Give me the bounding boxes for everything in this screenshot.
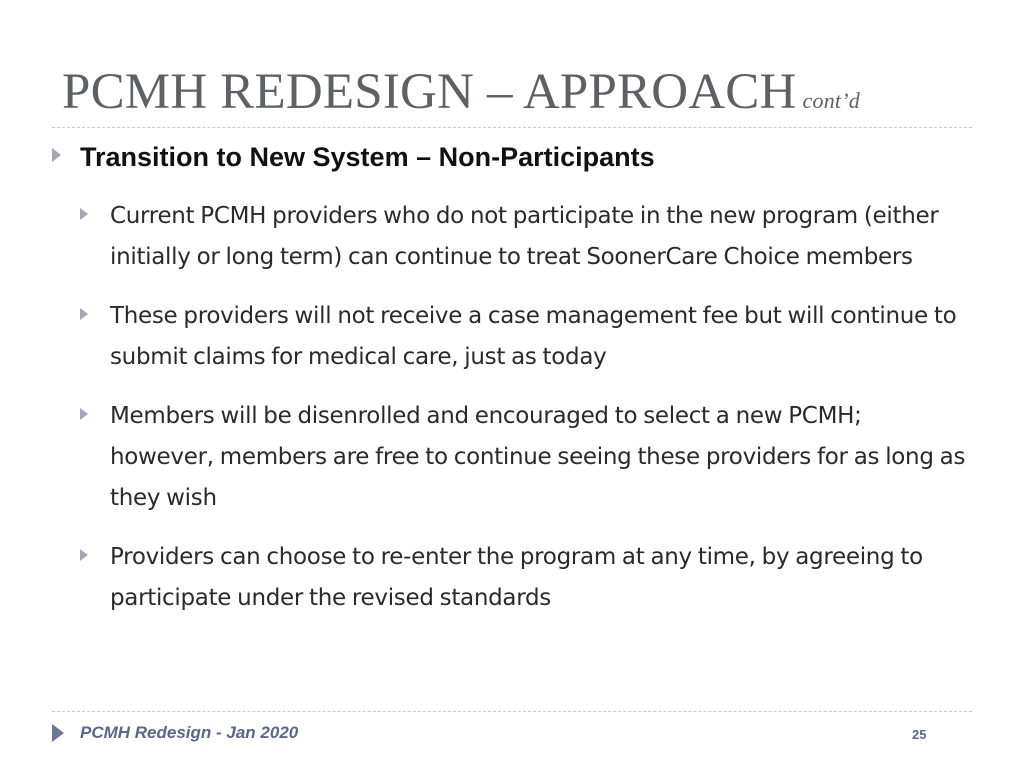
list-item xyxy=(110,537,970,619)
list-item-text: Members will be disenrolled and encouraged to select a new PCMH; however, members are free to continue seeing these providers for as long as they wish xyxy=(110,403,966,511)
list-item xyxy=(110,396,970,519)
list-item xyxy=(110,296,970,378)
page-number: 25 xyxy=(912,727,927,742)
slide-title-suffix: cont’d xyxy=(802,88,860,113)
bullet-list xyxy=(110,196,970,637)
footer-label: PCMH Redesign - Jan 2020 xyxy=(80,723,299,742)
triangle-bullet-icon xyxy=(52,148,61,162)
triangle-bullet-icon xyxy=(80,408,88,420)
triangle-marker-icon xyxy=(52,724,64,742)
list-item xyxy=(110,196,970,278)
section-heading: Transition to New System – Non-Participants xyxy=(80,142,655,172)
triangle-bullet-icon xyxy=(80,549,88,561)
list-item-text: Providers can choose to re-enter the program at any time, by agreeing to participate under the revised standards xyxy=(110,544,923,611)
list-item-text: Current PCMH providers who do not participate in the new program (either initially or long term) can continue to treat SoonerCare Choice members xyxy=(110,203,939,270)
triangle-bullet-icon xyxy=(80,308,88,320)
footer-divider xyxy=(52,711,972,712)
list-item-text: These providers will not receive a case management fee but will continue to submit claims for medical care, just as today xyxy=(110,303,957,370)
triangle-bullet-icon xyxy=(80,208,88,220)
slide-title-text: PCMH REDESIGN – APPROACH xyxy=(62,64,797,120)
